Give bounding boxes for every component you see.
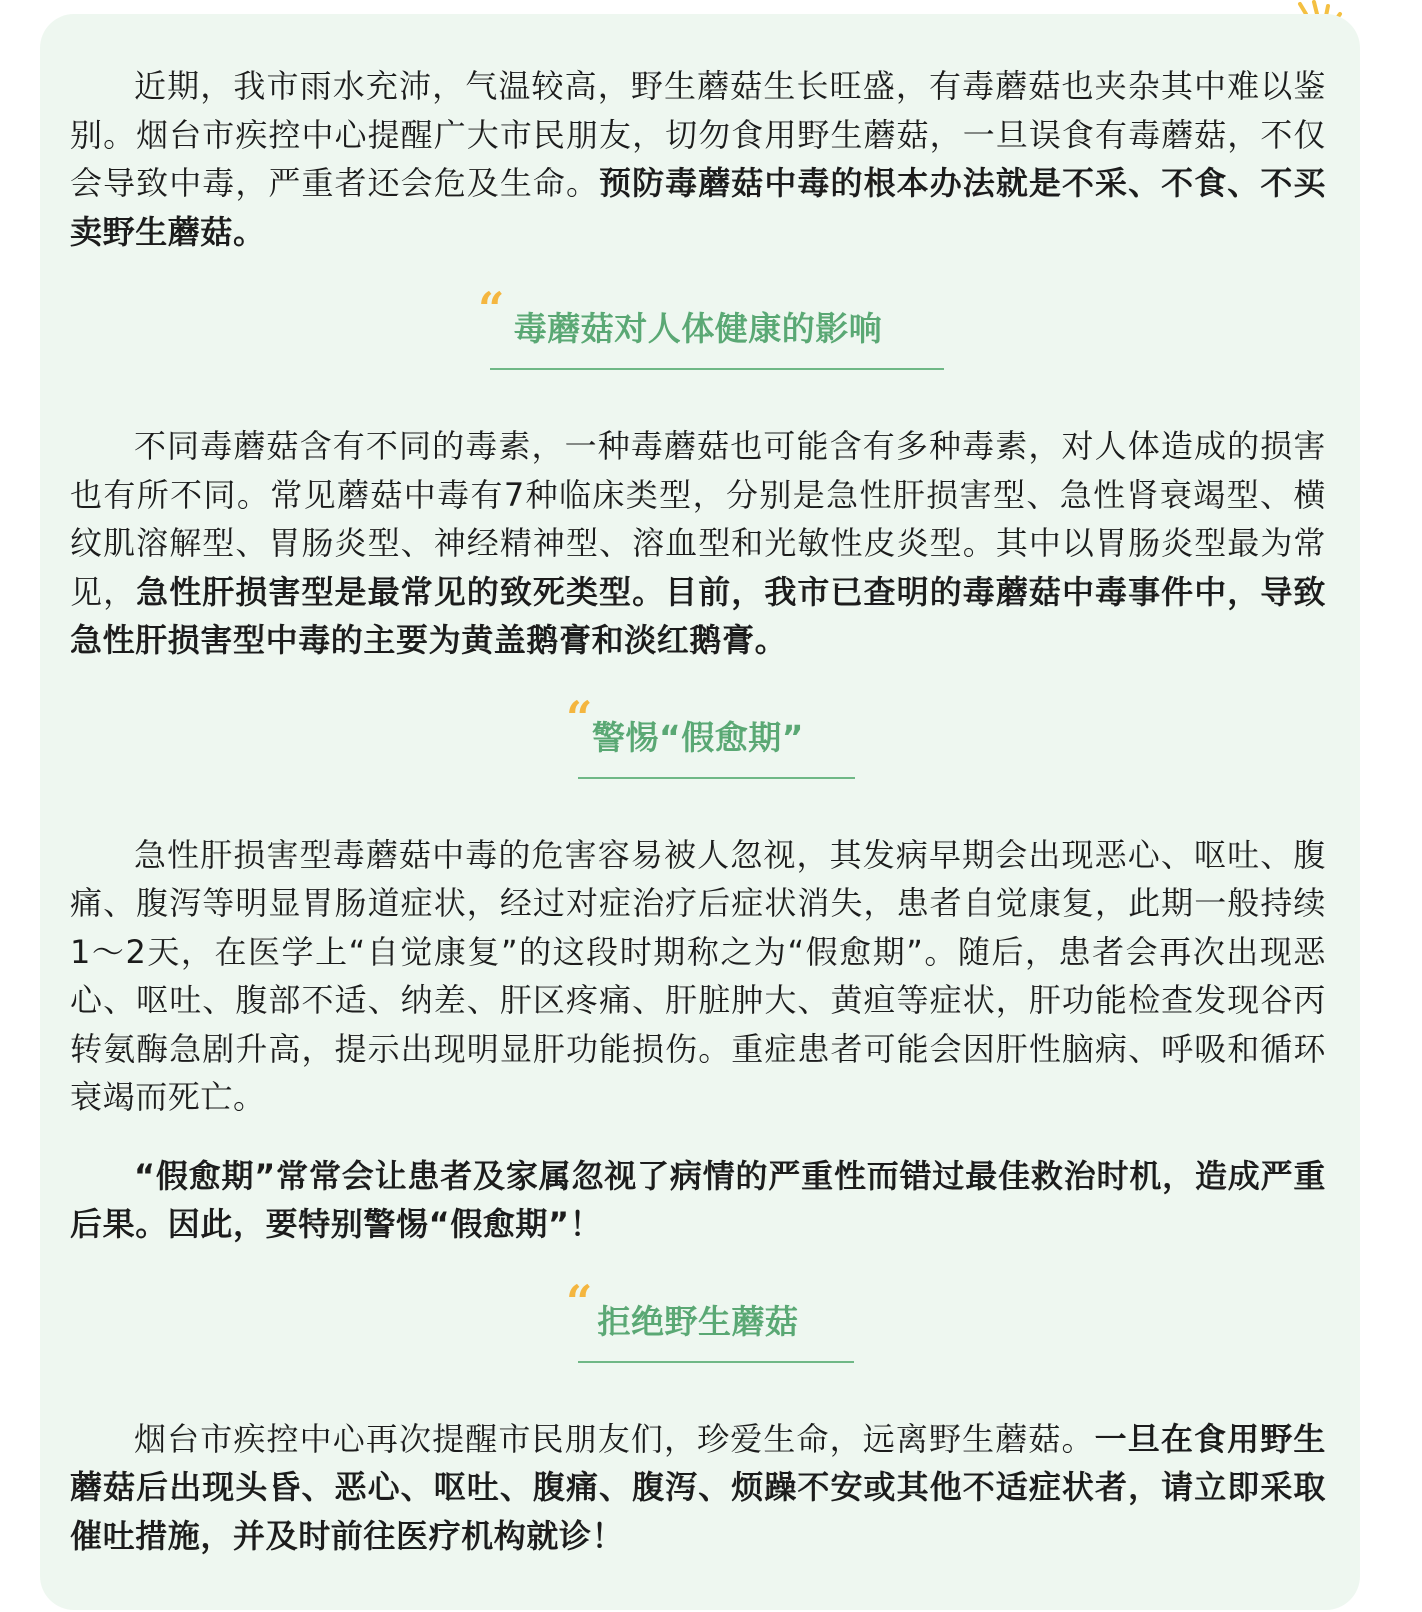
section-heading-refuse-wild-mushrooms [70,1274,1326,1367]
quote-mark-icon: “ [566,1274,593,1329]
false-recovery-warning [70,1152,1326,1249]
refuse-paragraph [70,1415,1326,1561]
false-recovery-paragraph: 急性肝损害型毒蘑菇中毒的危害容易被人忽视，其发病早期会出现恶心、呕吐、腹痛、腹泻等明显胃肠道症状，经过对症治疗后症状消失，患者自觉康复，此期一般持续1～2天，在医学上“自觉康复”的这段时期称之为“假愈期”。随后，患者会再次出现恶心、呕吐、腹部不适、纳差、肝区疼痛、肝脏肿大、黄疸等症状，肝功能检查发现谷丙转氨酶急剧升高，提示出现明显肝功能损伤。重症患者可能会因肝性脑病、呼吸和循环衰竭而死亡。 [70,835,1326,1116]
heading-underline [578,777,855,779]
heading-underline [578,1361,854,1363]
refuse-text: 烟台市疾控中心再次提醒市民朋友们，珍爱生命，远离野生蘑菇。 [134,1419,1095,1458]
quote-mark-icon: “ [478,282,505,336]
section-title: 毒蘑菇对人体健康的影响 [513,309,883,348]
intro-text: 近期，我市雨水充沛，气温较高，野生蘑菇生长旺盛，有毒蘑菇也夹杂其中难以鉴别。烟台市疾控中心提醒广大市民朋友，切勿食用野生蘑菇，一旦误食有毒蘑菇，不仅会导致中毒，严重者还会危及生命。 [70,67,1326,202]
intro-emphasis: 预防毒蘑菇中毒的根本办法就是不采、不食、不买卖野生蘑菇。 [70,164,1327,251]
health-effects-text: 不同毒蘑菇含有不同的毒素，一种毒蘑菇也可能含有多种毒素，对人体造成的损害也有所不同。常见蘑菇中毒有7种临床类型，分别是急性肝损害型、急性肾衰竭型、横纹肌溶解型、胃肠炎型、神经精神型、溶血型和光敏性皮炎型。其中以胃肠炎型最为常见， [70,427,1326,611]
quote-mark-icon: “ [566,690,593,745]
health-effects-emphasis: 急性肝损害型是最常见的致死类型。目前，我市已查明的毒蘑菇中毒事件中，导致急性肝损害型中毒的主要为黄盖鹅膏和淡红鹅膏。 [70,572,1327,659]
intro-paragraph [70,62,1326,256]
section-title: 拒绝野生蘑菇 [597,1301,799,1341]
article-card [40,14,1360,1610]
section-heading-false-recovery [70,690,1326,783]
heading-underline [490,368,944,370]
health-effects-paragraph [70,422,1326,665]
section-heading-health-effects [70,282,1326,374]
refuse-emphasis: 一旦在食用野生蘑菇后出现头昏、恶心、呕吐、腹痛、腹泻、烦躁不安或其他不适症状者，请立即采取催吐措施，并及时前往医疗机构就诊！ [70,1419,1326,1555]
section-title: 警惕“假愈期” [592,717,804,757]
false-recovery-emphasis: “假愈期”常常会让患者及家属忽视了病情的严重性而错过最佳救治时机，造成严重后果。因此，要特别警惕“假愈期”！ [70,1156,1326,1243]
